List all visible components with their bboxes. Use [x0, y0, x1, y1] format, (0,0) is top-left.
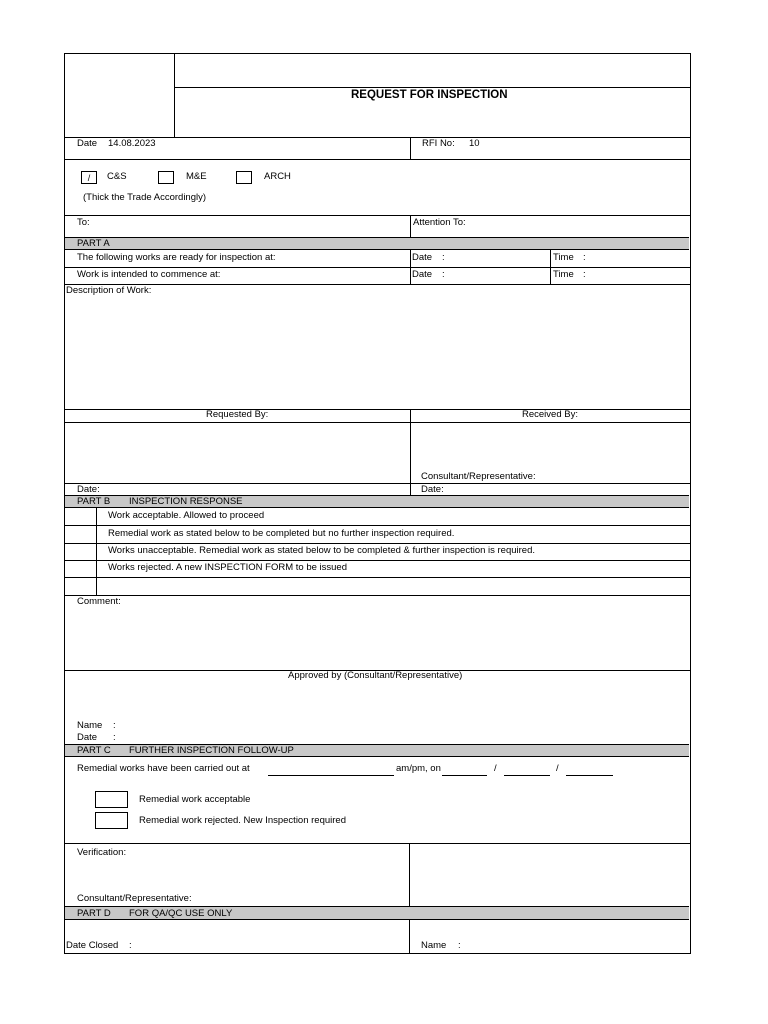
trade-label-cs: C&S — [107, 171, 127, 182]
ready-time-label: Time — [553, 252, 574, 263]
rfi-value[interactable]: 10 — [469, 138, 480, 149]
day-field[interactable] — [442, 775, 487, 776]
part-c-title: FURTHER INSPECTION FOLLOW-UP — [129, 745, 294, 756]
response-option-2: Remedial work as stated below to be completed but no further inspection required. — [108, 528, 455, 539]
date-label: Date — [77, 138, 98, 149]
trade-checkbox-cs[interactable]: / — [81, 171, 97, 184]
header-line — [174, 87, 690, 88]
attention-label: Attention To: — [413, 217, 466, 228]
part-b-title: INSPECTION RESPONSE — [129, 496, 243, 507]
month-field[interactable] — [504, 775, 550, 776]
logo-divider — [174, 54, 175, 137]
form-title: REQUEST FOR INSPECTION — [351, 89, 508, 101]
requested-date-label: Date: — [77, 484, 100, 495]
part-c-label: PART C — [77, 745, 111, 756]
response-option-4: Works rejected. A new INSPECTION FORM to be issued — [108, 562, 347, 573]
commence-time-label: Time — [553, 269, 574, 280]
rfi-label: RFI No: — [422, 138, 455, 149]
part-c-header — [65, 744, 689, 757]
verification-label: Verification: — [77, 847, 127, 858]
response-option-3: Works unacceptable. Remedial work as stated below to be completed & further inspection is required. — [108, 545, 536, 556]
rejected-checkbox[interactable] — [95, 812, 128, 829]
year-field[interactable] — [566, 775, 613, 776]
received-by-label: Received By: — [522, 409, 578, 420]
part-b-header — [65, 495, 689, 508]
name-label-b: Name — [77, 720, 103, 731]
trade-note: (Thick the Trade Accordingly) — [83, 192, 207, 203]
part-d-title: FOR QA/QC USE ONLY — [129, 908, 233, 919]
approved-by-label: Approved by (Consultant/Representative) — [288, 670, 463, 681]
trade-label-arch: ARCH — [264, 171, 291, 182]
date-closed-label: Date Closed — [66, 940, 119, 951]
ready-date-label: Date — [412, 252, 433, 263]
time-field[interactable] — [268, 775, 394, 776]
consultant-label-a: Consultant/Representative: — [421, 471, 536, 482]
ampm-label: am/pm, on — [396, 763, 441, 774]
part-a-label: PART A — [77, 238, 110, 249]
to-label: To: — [77, 217, 90, 228]
description-label: Description of Work: — [66, 285, 152, 296]
part-d-header — [65, 906, 689, 920]
received-date-label: Date: — [421, 484, 444, 495]
consultant-label-c: Consultant/Representative: — [77, 893, 192, 904]
ready-inspection-label: The following works are ready for inspection at: — [77, 252, 276, 263]
part-b-label: PART B — [77, 496, 111, 507]
trade-label-me: M&E — [186, 171, 207, 182]
commence-label: Work is intended to commence at: — [77, 269, 221, 280]
remedial-carried-out-label: Remedial works have been carried out at — [77, 763, 250, 774]
trade-checkbox-arch[interactable] — [236, 171, 252, 184]
acceptable-label: Remedial work acceptable — [139, 794, 251, 805]
commence-date-label: Date — [412, 269, 433, 280]
date-value[interactable]: 14.08.2023 — [108, 138, 156, 149]
acceptable-checkbox[interactable] — [95, 791, 128, 808]
inspection-form: REQUEST FOR INSPECTION Date 14.08.2023 RFI No: 10 / C&S M&E ARCH (Thick the Trade Accordingly) To: Attention To: PART A The following works are ready for inspection at: Date : Time : Work is intended to commence at: Date : Time : Description of Work: Requested By: Received By: Consultant/Representative: Date: Date: PART B INSPECTION RESPONSE Work acceptable. Allowed to proceed Remedial work as stated below to be completed but no further inspection required. Works unacceptable. Remedial work as stated below to be completed & further inspection is required. Works rejected. A new INSPECTION FORM to be issued Comment: Approved by (Consultant/Representative) Name : Date : PART C FURTHER INSPECTION FOLLOW-UP Remedial works have been carried out at am/pm, on / / Remedial work acceptable Remedial work rejected. New Inspection required Verification: Consultant/Representative: PART D FOR QA/QC USE ONLY Date Closed : Name : — [64, 53, 691, 954]
requested-by-label: Requested By: — [206, 409, 269, 420]
date-label-b: Date — [77, 732, 98, 743]
part-d-label: PART D — [77, 908, 111, 919]
rejected-label: Remedial work rejected. New Inspection required — [139, 815, 346, 826]
name-label-d: Name — [421, 940, 447, 951]
part-a-header — [65, 237, 689, 250]
response-option-1: Work acceptable. Allowed to proceed — [108, 510, 265, 521]
comment-label: Comment: — [77, 596, 121, 607]
trade-checkbox-me[interactable] — [158, 171, 174, 184]
